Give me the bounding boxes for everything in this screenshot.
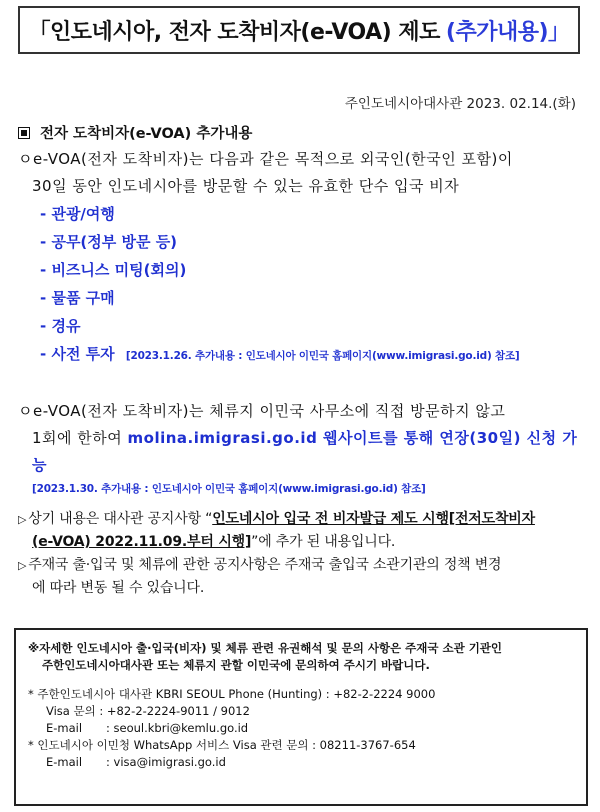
info-line1: ※자세한 인도네시아 출·입국(비자) 및 체류 관련 유권해석 및 문의 사항은 주재국 소관 기관인 — [28, 641, 503, 655]
email-value[interactable]: : visa@imigrasi.go.id — [106, 755, 226, 769]
title-main: 「인도네시아, 전자 도착비자(e-VOA) 제도 — [28, 19, 440, 45]
email-value[interactable]: : seoul.kbri@kemlu.go.id — [106, 721, 249, 735]
email-label: E-mail — [46, 721, 83, 735]
list-item: - 관광/여행 — [40, 205, 115, 223]
list-item-label: - 사전 투자 — [40, 345, 115, 363]
para2-line1: ㅇe-VOA(전자 도착비자)는 체류지 이민국 사무소에 직접 방문하지 않고 — [18, 402, 506, 420]
list-item: - 비즈니스 미팅(회의) — [40, 261, 187, 279]
extension-note: [2023.1.30. 추가내용 : 인도네시아 이민국 홈페이지(www.imigrasi.go.id) 참조] — [32, 483, 426, 495]
notice-1 — [18, 508, 594, 553]
email-label: E-mail — [46, 755, 83, 769]
triangle-bullet-icon: ▷ — [18, 513, 27, 526]
contact-info-box — [14, 628, 588, 806]
contact-visa-phone: Visa 문의 : +82-2-2224-9011 / 9012 — [46, 704, 250, 718]
contact-embassy-email — [28, 720, 576, 737]
list-item: - 물품 구매 — [40, 289, 115, 307]
contact-whatsapp: * 인도네시아 이민청 WhatsApp 서비스 Visa 관련 문의 : 08211-3767-654 — [28, 738, 416, 752]
notice-2 — [18, 554, 594, 599]
list-item: - 공무(정부 방문 등) — [40, 233, 178, 251]
extension-link-text: molina.imigrasi.go.id 웹사이트를 통해 연장(30일) 신청 가능 — [32, 429, 578, 474]
section-heading — [18, 122, 252, 143]
paragraph-evoa-extension — [18, 398, 588, 499]
info-line2: 주한인도네시아대사관 또는 체류지 관할 이민국에 문의하여 주시기 바랍니다. — [42, 658, 430, 672]
date-line: 주인도네시아대사관 2023. 02.14.(화) — [344, 96, 576, 112]
para1-line2: 30일 동안 인도네시아를 방문할 수 있는 유효한 단수 입국 비자 — [32, 177, 460, 195]
purpose-list — [40, 200, 520, 368]
notice1-link[interactable]: 인도네시아 입국 전 비자발급 제도 시행[전저도착비자 — [212, 511, 535, 527]
notice1-pre: 상기 내용은 대사관 공지사항 “ — [28, 511, 213, 527]
page-title — [18, 6, 580, 54]
notice1-line2 — [18, 531, 594, 553]
section-heading-text: 전자 도착비자(e-VOA) 추가내용 — [40, 126, 253, 142]
notice1-post: ”에 추가 된 내용입니다. — [251, 534, 396, 550]
notice1-link2[interactable]: (e-VOA) 2022.11.09.부터 시행] — [32, 534, 252, 550]
para2-line2-text: 1회에 한하여 — [32, 429, 128, 447]
square-bullet-icon — [18, 127, 30, 139]
notice2-line2: 에 따라 변동 될 수 있습니다. — [32, 580, 205, 596]
title-accent: (추가내용)」 — [445, 19, 570, 45]
purpose-note: [2023.1.26. 추가내용 : 인도네시아 이민국 홈페이지(www.imigrasi.go.id) 참조] — [125, 350, 520, 362]
paragraph-evoa-purpose — [18, 146, 588, 200]
para1-line1: ㅇe-VOA(전자 도착비자)는 다음과 같은 목적으로 외국인(한국인 포함)이 — [18, 150, 513, 168]
notice2-line1: 주재국 출·입국 및 체류에 관한 공지사항은 주재국 출입국 소관기관의 정책 변경 — [28, 557, 502, 573]
contact-imigrasi-email — [28, 754, 576, 771]
contact-embassy-phone: * 주한인도네시아 대사관 KBRI SEOUL Phone (Hunting) : +82-2-2224 9000 — [28, 687, 436, 701]
para2-line2 — [18, 425, 588, 479]
triangle-bullet-icon: ▷ — [18, 559, 27, 572]
list-item: - 경유 — [40, 317, 81, 335]
list-item — [40, 340, 520, 368]
